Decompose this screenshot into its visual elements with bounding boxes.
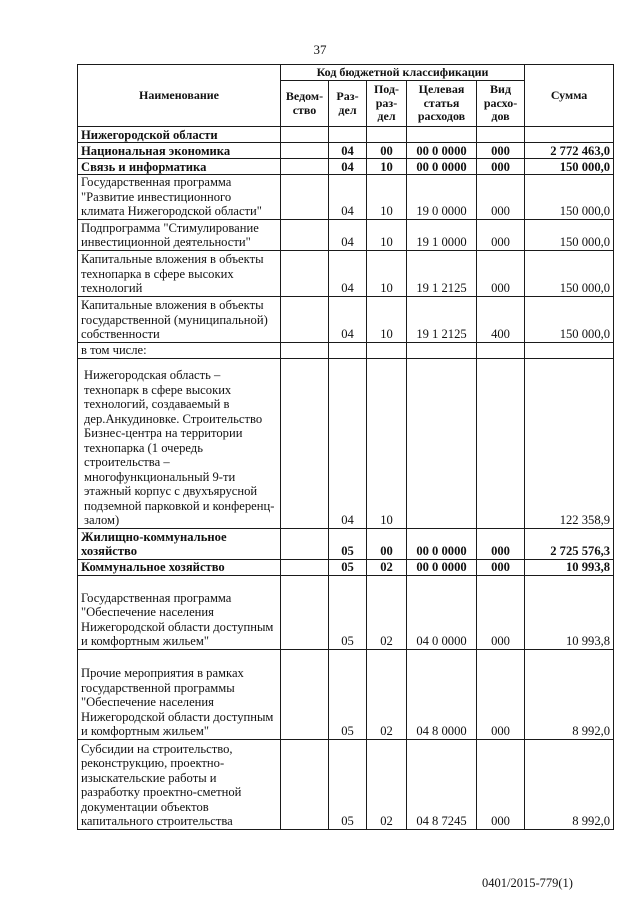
cell-tselevaya: 19 1 0000 (407, 219, 477, 250)
cell-vedomstvo (281, 559, 329, 575)
header-tselevaya: Целевая статья расходов (407, 81, 477, 127)
cell-podrazdel: 00 (367, 143, 407, 159)
table-row (78, 296, 614, 342)
cell-vid (477, 358, 525, 528)
cell-vid: 000 (477, 159, 525, 175)
cell-name: Нижегородской области (78, 127, 281, 143)
cell-vid: 000 (477, 143, 525, 159)
cell-vedomstvo (281, 739, 329, 829)
table-row (78, 143, 614, 159)
cell-razdel: 04 (329, 358, 367, 528)
cell-summa: 2 772 463,0 (525, 143, 614, 159)
cell-name: Подпрограмма "Стимулирование инвестиционной деятельности" (78, 219, 281, 250)
cell-razdel: 05 (329, 739, 367, 829)
cell-summa: 150 000,0 (525, 250, 614, 296)
cell-razdel: 05 (329, 575, 367, 649)
cell-vedomstvo (281, 649, 329, 739)
cell-name: Государственная программа "Развитие инвестиционного климата Нижегородской области" (78, 175, 281, 220)
cell-vid: 000 (477, 559, 525, 575)
cell-razdel: 05 (329, 649, 367, 739)
cell-summa: 122 358,9 (525, 358, 614, 528)
table-row (78, 559, 614, 575)
header-code-group: Код бюджетной классификации (281, 65, 525, 81)
header-vedomstvo: Ведом-ство (281, 81, 329, 127)
cell-tselevaya (407, 127, 477, 143)
cell-razdel: 05 (329, 559, 367, 575)
cell-vedomstvo (281, 358, 329, 528)
table-row (78, 575, 614, 649)
cell-tselevaya: 00 0 0000 (407, 143, 477, 159)
cell-vedomstvo (281, 250, 329, 296)
table-row (78, 358, 614, 528)
header-name: Наименование (78, 65, 281, 127)
cell-razdel: 04 (329, 175, 367, 220)
cell-summa (525, 127, 614, 143)
cell-summa: 150 000,0 (525, 175, 614, 220)
cell-podrazdel: 10 (367, 296, 407, 342)
cell-razdel: 04 (329, 143, 367, 159)
header-razdel: Раз-дел (329, 81, 367, 127)
cell-razdel: 04 (329, 219, 367, 250)
cell-podrazdel: 10 (367, 219, 407, 250)
header-vid: Вид расхо-дов (477, 81, 525, 127)
document-code: 0401/2015-779(1) (482, 876, 573, 890)
cell-summa: 10 993,8 (525, 575, 614, 649)
cell-name: Прочие мероприятия в рамках государственной программы "Обеспечение населения Нижегородской области доступным и комфортным жильем" (78, 649, 281, 739)
cell-name: Коммунальное хозяйство (78, 559, 281, 575)
cell-vedomstvo (281, 342, 329, 358)
cell-tselevaya (407, 342, 477, 358)
cell-summa: 8 992,0 (525, 739, 614, 829)
cell-vid: 000 (477, 575, 525, 649)
cell-tselevaya (407, 358, 477, 528)
table-row (78, 528, 614, 559)
table-row (78, 159, 614, 175)
table-row (78, 342, 614, 358)
cell-vid: 000 (477, 649, 525, 739)
cell-vid: 000 (477, 250, 525, 296)
cell-podrazdel: 10 (367, 250, 407, 296)
cell-vedomstvo (281, 219, 329, 250)
cell-summa: 2 725 576,3 (525, 528, 614, 559)
cell-name: Связь и информатика (78, 159, 281, 175)
cell-podrazdel: 02 (367, 559, 407, 575)
cell-razdel: 04 (329, 250, 367, 296)
cell-summa: 150 000,0 (525, 159, 614, 175)
cell-name: Государственная программа "Обеспечение населения Нижегородской области доступным и комфортным жильем" (78, 575, 281, 649)
cell-vid: 000 (477, 219, 525, 250)
cell-summa: 150 000,0 (525, 219, 614, 250)
table-row (78, 250, 614, 296)
cell-podrazdel: 02 (367, 739, 407, 829)
budget-table (77, 64, 614, 830)
cell-vid (477, 342, 525, 358)
cell-tselevaya: 00 0 0000 (407, 559, 477, 575)
cell-razdel (329, 127, 367, 143)
cell-podrazdel: 02 (367, 649, 407, 739)
cell-vedomstvo (281, 175, 329, 220)
cell-vedomstvo (281, 296, 329, 342)
cell-vedomstvo (281, 143, 329, 159)
cell-summa: 10 993,8 (525, 559, 614, 575)
cell-podrazdel: 10 (367, 159, 407, 175)
cell-vedomstvo (281, 575, 329, 649)
cell-podrazdel: 10 (367, 175, 407, 220)
cell-vid: 000 (477, 739, 525, 829)
cell-podrazdel (367, 127, 407, 143)
cell-tselevaya: 00 0 0000 (407, 159, 477, 175)
cell-razdel (329, 342, 367, 358)
cell-name: Национальная экономика (78, 143, 281, 159)
header-summa: Сумма (525, 65, 614, 127)
cell-name: Нижегородская область – технопарк в сфере высоких технологий, создаваемый в дер.Анкудиновке. Строительство Бизнес-центра на территории технопарка (1 очередь строительства – многофункциональный 9-ти этажный корпус с двухъярусной подземной парковкой и конференц-залом) (78, 358, 281, 528)
cell-podrazdel (367, 342, 407, 358)
table-row (78, 175, 614, 220)
cell-name: в том числе: (78, 342, 281, 358)
cell-tselevaya: 04 0 0000 (407, 575, 477, 649)
cell-razdel: 04 (329, 159, 367, 175)
cell-vid (477, 127, 525, 143)
cell-name: Жилищно-коммунальное хозяйство (78, 528, 281, 559)
table-row (78, 219, 614, 250)
cell-name: Капитальные вложения в объекты государственной (муниципальной) собственности (78, 296, 281, 342)
cell-summa: 8 992,0 (525, 649, 614, 739)
cell-podrazdel: 00 (367, 528, 407, 559)
cell-name: Субсидии на строительство, реконструкцию, проектно-изыскательские работы и разработку проектно-сметной документации объектов капитального строительства (78, 739, 281, 829)
cell-tselevaya: 19 0 0000 (407, 175, 477, 220)
cell-vid: 400 (477, 296, 525, 342)
cell-razdel: 04 (329, 296, 367, 342)
cell-vedomstvo (281, 528, 329, 559)
cell-summa (525, 342, 614, 358)
cell-summa: 150 000,0 (525, 296, 614, 342)
cell-podrazdel: 02 (367, 575, 407, 649)
table-row (78, 739, 614, 829)
cell-vid: 000 (477, 528, 525, 559)
cell-vedomstvo (281, 159, 329, 175)
cell-tselevaya: 00 0 0000 (407, 528, 477, 559)
cell-tselevaya: 04 8 0000 (407, 649, 477, 739)
cell-tselevaya: 19 1 2125 (407, 296, 477, 342)
cell-podrazdel: 10 (367, 358, 407, 528)
cell-razdel: 05 (329, 528, 367, 559)
cell-name: Капитальные вложения в объекты технопарка в сфере высоких технологий (78, 250, 281, 296)
cell-tselevaya: 04 8 7245 (407, 739, 477, 829)
cell-vid: 000 (477, 175, 525, 220)
cell-tselevaya: 19 1 2125 (407, 250, 477, 296)
table-row (78, 127, 614, 143)
header-podrazdel: Под-раз-дел (367, 81, 407, 127)
page-number: 37 (313, 42, 327, 57)
table-row (78, 649, 614, 739)
cell-vedomstvo (281, 127, 329, 143)
